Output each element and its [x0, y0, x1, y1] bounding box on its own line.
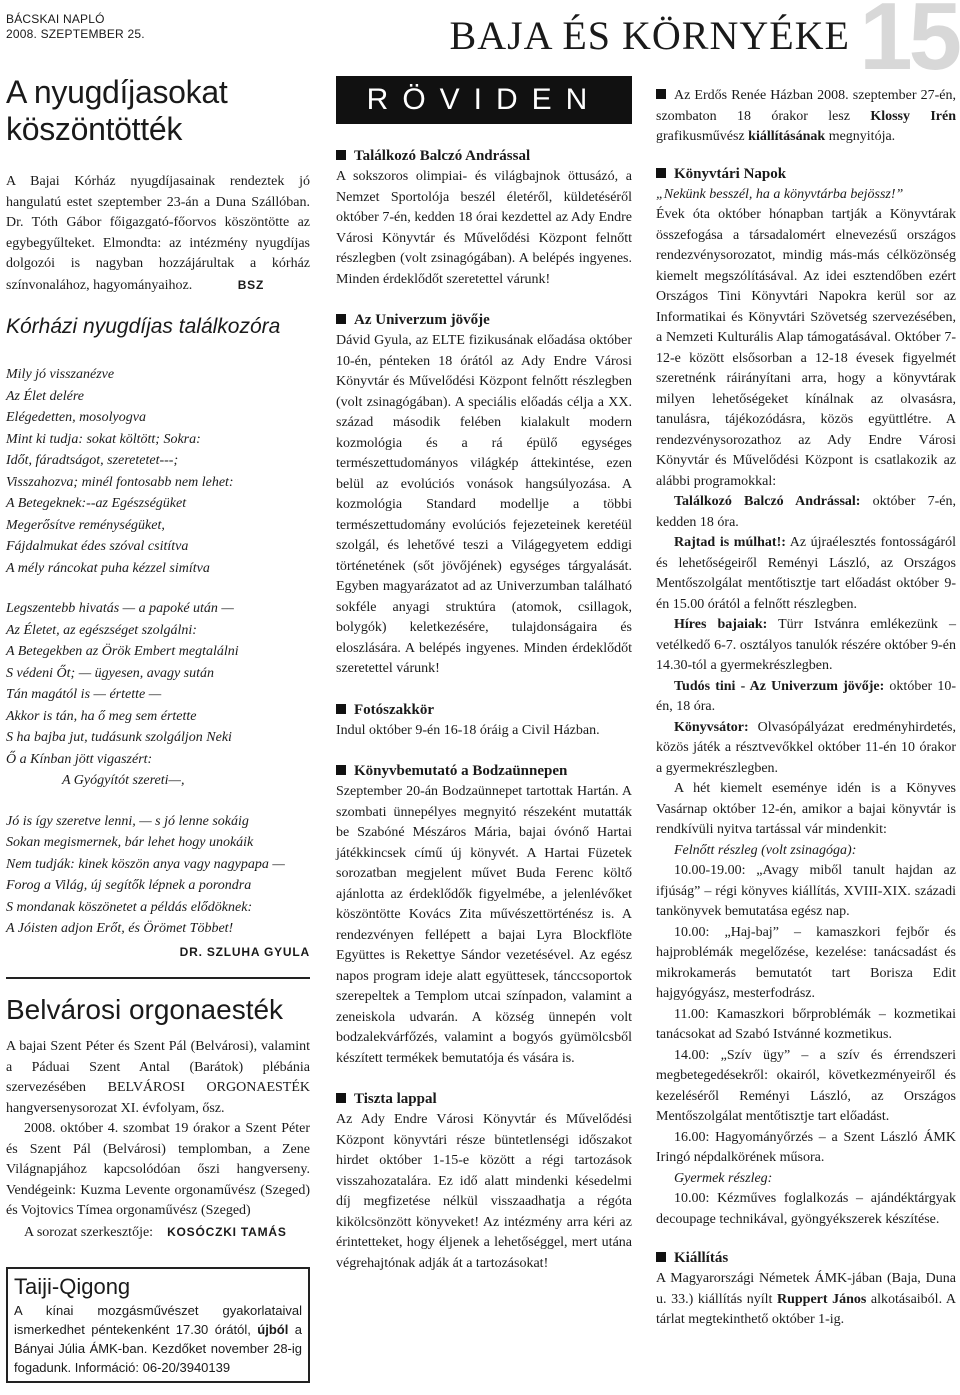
- poem-title: Kórházi nyugdíjas találkozóra: [6, 315, 281, 338]
- bullet-square-icon: [656, 168, 666, 178]
- news-item-text: Dávid Gyula, az ELTE fizikusának előadása október 10-én, pénteken 18 órától az Ady Endre Városi Könyvtár és Művelődési Központ felnőtt részlegben (volt zsinagógában). A speciális előadás célja a XX. század második felében kialakult modern kozmológia és a rá épülő egységes természettudományos világkép áttekintése, ezen belül az evolúciós vonások hangsúlyozása. A kozmológia Standard modellje a többi természettudomány evolúciós fejezeteinek keretéül szolgál, és lehetővé teszi a Világegyetem eddigi történetének (sőt jövőjének) egységes tárgyalását. Egyben magyarázatot ad az Univerzumban található sokféle anyagi struktúra (atomok, csillagok, bolygók) keletkezésére, tulajdonságaira és eloszlására. A belépés ingyenes. Minden érdeklődőt szeretettel várunk!: [336, 333, 632, 676]
- news-item-title: Fotószakkör: [336, 700, 632, 721]
- news-item-title: Találkozó Balczó Andrással: [336, 146, 632, 167]
- bullet-square-icon: [656, 1252, 666, 1262]
- poem-line: Mint ki tudja: sokat költött; Sokra:: [6, 431, 201, 447]
- news-item: [336, 310, 632, 680]
- column-left: [6, 72, 310, 1243]
- paper-name: BÁCSKAI NAPLÓ: [6, 12, 105, 26]
- news-item-title: Könyvbemutató a Bodzaünnepen: [336, 761, 632, 782]
- column-right: [656, 86, 956, 1331]
- bullet-square-icon: [336, 765, 346, 775]
- felnott-3: 11.00: Kamaszkori bőrproblémák – kozmetikai tanácsokat ad Szabó Istvánné kozmetikus.: [656, 1006, 956, 1042]
- program-5: Könyvsátor: Olvasópályázat eredményhirdetés, közös játék a résztvevőkkel október 11-én 10 órakor a gyermekrészlegben.: [656, 719, 956, 776]
- poem-line: Az Élet delére: [6, 388, 85, 404]
- poem-line: A Gyógyítót szereti—,: [62, 773, 185, 788]
- taiji-box: [6, 1267, 310, 1383]
- felnott-2: 10.00: „Haj-baj” – kamaszkori fejbőr és hajproblémák megelőzése, kezelése: tanácsadást és mikrokamerás bemutatót tart Borisza Edit hajgyógyász, mesterfodrász.: [656, 924, 956, 1001]
- program-1: Találkozó Balczó Andrással: október 7-én, kedden 18 óra.: [656, 494, 956, 530]
- konyvtari-paragraph: Évek óta október hónapban tartják a Könyvtárak összefogása a társadalomért elnevezésű országos rendezvénysorozatot, mindig más-más célközönség kiemelt megszólításával. Az idei esztendőben ezért Országos Tini Könyvtári Napokra kerül sor az Informatikai és Könyvtári Szövetség szervezésében, a Nemzeti Kulturális Alap támogatásával. Október 7-12-e között elsősorban a 12-18 évesek figyelmét szeretnénk ráirányítani arra, hogy a könyvtárak milyen lehetőségeket kínálnak az olvasásra, tanulásra, tájékozódásra, közös együttlétre. A rendezvénysorozathoz az Ady Endre Városi Könyvtár és Művelődési Központ is csatlakozik az alábbi programokkal:: [656, 207, 956, 489]
- news-item-text: A sokszoros olimpiai- és világbajnok öttusázó, a Nemzet Sportolója beszél életéről, küldetéséről október 7-én, kedden 18 órai kezdettel az Ady Endre Városi Könyvtár és Művelődési Központ felnőtt részlegben (volt zsinagógában). A belépés ingyenes. Minden érdeklődőt szeretettel várunk!: [336, 169, 632, 287]
- masthead: [6, 12, 145, 42]
- program-2: Rajtad is múlhat!: Az újraélesztés fontosságáról és lehetőségeiről Reményi László, az Országos Mentőszolgálat mentőtisztje tart előadást október 9-én 15.00 órától a felnőtt részlegben.: [656, 535, 956, 612]
- news-item-text: Az Ady Endre Városi Könyvtár és Művelődési Központ könyvtári része büntetlenségi időszakot hirdet október 1-15-e között a régi tartozások visszahozatalára. Ez idő alatt mindenki késedelmi díj megfizetése nélkül visszaadhatja a régóta kikölcsönzött könyveket! Az intézmény arra kéri az érintetteket, hogy éljenek a lehetőséggel, mert utána végrehajtónak adják át a tartozásokat!: [336, 1112, 632, 1271]
- news-item: [336, 700, 632, 742]
- intro-signature: BSZ: [237, 277, 265, 292]
- taiji-text: A kínai mozgásművészet gyakorlataival ismerkedhet péntekenként 17.30 órától, újból a Bányai Júlia ÁMK-ban. Kezdőket november 28-ig fogadunk. Információ: 06-20/3940139: [14, 1303, 303, 1375]
- bullet-square-icon: [656, 89, 666, 99]
- poem-line: S mondanak köszönetet a példás elődöknek:: [6, 899, 253, 915]
- poem-line: S ha bajba jut, tudásunk szolgáljon Neki: [6, 730, 232, 745]
- poem-line: Visszahozva; minél fontosabb nem lehet:: [6, 474, 234, 490]
- poem-stanza-1: [6, 364, 310, 579]
- kiallitas-title: Kiállítás: [656, 1248, 956, 1269]
- poem-line: Ő a Kínban jött vigaszért:: [6, 751, 153, 767]
- poem-line: Elégedetten, mosolyogva: [6, 410, 146, 425]
- felnott-4: 14.00: „Szív ügy” – a szív és érrendszeri megbetegedésekről: okairól, következményeiről és kezeléséről Reményi László, az Országos Mentőszolgálat mentőtisztje tart előadást.: [656, 1047, 956, 1124]
- poem-stanza-3: [6, 811, 310, 940]
- issue-date: 2008. SZEPTEMBER 25.: [6, 27, 145, 41]
- column-middle: [336, 72, 632, 1294]
- erdos-item: Az Erdős Renée Házban 2008. szeptember 27-én, szombaton 18 órakor lesz Klossy Irén grafikusművész kiállításának megnyitója.: [656, 88, 956, 144]
- vasarnap-paragraph: A hét kiemelt eseménye idén is a Könyves Vasárnap október 12-én, amikor a bajai könyvtár is rendkívüli nyitva tartással vár mindenkit:: [656, 781, 956, 837]
- felnott-5: 16.00: Hagyományőrzés – a Szent László ÁMK Iringó népdalkörének műsora.: [656, 1129, 956, 1165]
- news-item: [336, 1089, 632, 1274]
- felnott-label: Felnőtt részleg (volt zsinagóga):: [674, 842, 857, 858]
- poem-line: Megerősítve reménységüket,: [6, 517, 165, 533]
- news-item-title: Az Univerzum jövője: [336, 310, 632, 331]
- poem: [6, 364, 310, 940]
- poem-line: Sokan megismernek, bár lehet hogy unokáik: [6, 835, 254, 850]
- bullet-square-icon: [336, 314, 346, 324]
- felnott-1: 10.00-19.00: „Avagy miből tanult hajdan az ifjúság” – régi könyves kiállítás, XVIII-XIX. századi tankönyvek bemutatása egész nap.: [656, 863, 956, 919]
- organ-paragraph-1: A bajai Szent Péter és Szent Pál (Belvárosi), valamint a Páduai Szent Antal (Barátok) plébánia szervezésében BELVÁROSI ORGONAESTÉK hangversenysorozat XI. évfolyam, ősz.: [6, 1039, 310, 1116]
- news-item: [336, 761, 632, 1069]
- poem-line: Forog a Világ, új segítők lépnek a porondra: [6, 878, 252, 893]
- organ-paragraph-2: 2008. október 4. szombat 19 órakor a Szent Péter és Szent Pál (Belvárosi) templomban, a Zene Világnapjához kapcsolódóan őszi hangverseny. Vendégeink: Kuzma Levente orgonaművész (Szeged) és Vojtovics Tímea orgonaművész (Szeged): [6, 1121, 310, 1218]
- poem-line: Akkor is tán, ha ő meg sem értette: [6, 708, 197, 724]
- page-number: 15: [859, 0, 958, 90]
- poem-line: Legszentebb hivatás — a papoké után —: [6, 601, 234, 616]
- kiallitas-text: A Magyarországi Németek ÁMK-jában (Baja, Duna u. 33.) kiállítás nyílt Ruppert János alkotásaiból. A tárlat megtekinthető október 1-ig.: [656, 1271, 956, 1327]
- news-item: [336, 146, 632, 290]
- konyvtari-title: Könyvtári Napok: [656, 164, 956, 185]
- news-item-title: Tiszta lappal: [336, 1089, 632, 1110]
- gyermek-1: 10.00: Kézműves foglalkozás – ajándéktárgyak decoupage technikával, gyöngyékszerek készítése.: [656, 1191, 956, 1227]
- news-item-text: Szeptember 20-án Bodzaünnepet tartottak Hartán. A szombati ünnepélyes megnyitó részeként mutatták be Szabóné Mészáros Mária, bajai óvónő Hartai játékkincsek című új könyvét. A Hartai Füzetek sorozatban megjelent művet Buda Ferenc költő ajánlotta az érdeklődők figyelmébe, a jelenlévőket köszöntötte Kovács Zita művészettörténész is. A rendezvényen fellépett a bajai Lyra Blockflöte Együttes is Rekettye Sándor vezetésével. Az egész napos program ideje alatt együttesek, tánccsoportok szerepeltek a Templom utcai színpadon, valamint a zeneiskola udvarán. A község ünnepén volt bodzalekvárfőzés, valamint a bogyós gyümölcsből készített termékek bemutatója és vására is.: [336, 784, 632, 1066]
- organ-editor-name: KOSÓCZKI TAMÁS: [167, 1224, 287, 1239]
- organ-editor: A sorozat szerkesztője: KOSÓCZKI TAMÁS: [24, 1224, 287, 1240]
- bullet-square-icon: [336, 1093, 346, 1103]
- poem-line: A Betegekben az Örök Embert megtalálni: [6, 644, 239, 659]
- organ-headline: Belvárosi orgonaesték: [6, 994, 284, 1025]
- poem-line: Időt, fáradtságot, szeretetet---;: [6, 453, 179, 468]
- program-3: Híres bajaiak: Türr Istvánra emlékezünk – vetélkedő 6-7. osztályos tanulók részére október 9-én 14.30-tól a gyermekrészlegben.: [656, 617, 956, 673]
- poem-line: Tán magától is — értette —: [6, 687, 162, 702]
- bullet-square-icon: [336, 150, 346, 160]
- konyvtari-motto: „Nekünk besszél, ha a könyvtárba bejössz!”: [656, 186, 904, 202]
- article-intro: A Bajai Kórház nyugdíjasainak rendeztek jó hangulatú estet szeptember 23-án a Duna Szállóban. Dr. Tóth Gábor főigazgató-főorvos köszöntötte az egybegyűlteket. Elmondta: az intézmény nyugdíjas dolgozói is nagyban hozzájárultak a kórház színvonalához, hagyományaihoz. BSZ: [6, 174, 310, 293]
- poem-line: A Betegeknek:--az Egészségüket: [6, 496, 187, 511]
- poem-signature: DR. SZLUHA GYULA: [179, 944, 310, 959]
- poem-line: Nem tudják: kinek köszön anya vagy nagypapa —: [6, 856, 285, 872]
- divider: [6, 977, 310, 979]
- taiji-title: Taiji-Qigong: [14, 1274, 131, 1299]
- poem-line: Jó is így szeretve lenni, — s jó lenne sokáig: [6, 813, 249, 829]
- section-title: BAJA ÉS KÖRNYÉKE: [449, 13, 850, 58]
- poem-line: Fájdalmukat édes szóval csitítva: [6, 539, 189, 554]
- poem-line: S védeni Őt; — ügyesen, avagy sután: [6, 665, 214, 681]
- program-4: Tudós tini - Az Univerzum jövője: október 10-én, 18 óra.: [656, 678, 957, 714]
- poem-line: A mély ráncokat puha kézzel simítva: [6, 560, 210, 576]
- poem-stanza-2: [6, 598, 310, 792]
- poem-line: Mily jó visszanézve: [6, 367, 115, 382]
- poem-line: A Jóisten adjon Erőt, és Örömet Többet!: [6, 921, 234, 936]
- bullet-square-icon: [336, 704, 346, 714]
- gyermek-label: Gyermek részleg:: [674, 1170, 773, 1186]
- news-item-text: Indul október 9-én 16-18 óráig a Civil Házban.: [336, 722, 600, 738]
- article-headline: A nyugdíjasokat köszöntötték: [6, 74, 228, 147]
- roviden-banner: RÖVIDEN: [336, 76, 632, 124]
- news-items: [336, 146, 632, 1274]
- poem-line: Az Életet, az egészséget szolgálni:: [6, 622, 197, 638]
